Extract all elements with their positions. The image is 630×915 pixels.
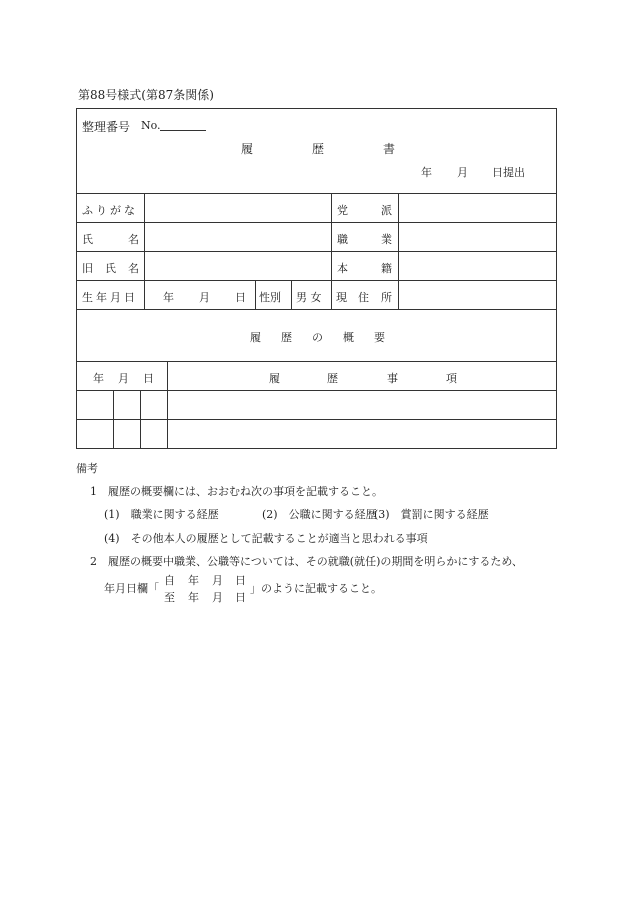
- honseki-field[interactable]: [400, 253, 554, 279]
- notes-heading: 備考: [76, 462, 98, 475]
- summary-title-1: 履: [250, 331, 261, 344]
- submit-date-day: 日提出: [492, 166, 525, 179]
- notes-item-2-bottom-1: 至: [164, 591, 175, 604]
- genjuusho-label-1: 現: [336, 291, 347, 304]
- history-header-day: 日: [143, 372, 154, 385]
- kyu-shimei-label-2: 氏: [105, 262, 116, 275]
- summary-title-2: 歴: [281, 331, 292, 344]
- summary-title-5: 要: [374, 331, 385, 344]
- no-label: No.: [141, 119, 161, 132]
- history-row-1-month[interactable]: [115, 392, 139, 418]
- shokugyou-label-1: 職: [337, 233, 348, 246]
- shimei-label-1: 氏: [82, 233, 93, 246]
- history-row-2-year[interactable]: [78, 421, 112, 447]
- shimei-label-2: 名: [128, 233, 139, 246]
- seiri-bango-label: 整理番号: [82, 120, 131, 134]
- genjuusho-field[interactable]: [400, 282, 554, 308]
- notes-item-1: 1 履歴の概要欄には、おおむね次の事項を記載すること。: [90, 485, 383, 498]
- genjuusho-label-2: 住: [358, 291, 369, 304]
- notes-sub-1: (1) 職業に関する経歴: [104, 508, 219, 521]
- seinengappi-label: 生年月日: [82, 291, 138, 304]
- history-row-1-day[interactable]: [142, 392, 166, 418]
- furigana-field[interactable]: [146, 195, 329, 221]
- notes-item-2-bottom-3: 月: [212, 591, 223, 604]
- shimei-field[interactable]: [146, 224, 329, 250]
- shokugyou-label-2: 業: [381, 233, 392, 246]
- birth-month-label: 月: [199, 291, 210, 304]
- honseki-label-2: 籍: [381, 262, 392, 275]
- history-row-2-day[interactable]: [142, 421, 166, 447]
- notes-item-2: 2 履歴の概要中職業、公職等については、その就職(就任)の期間を明らかにするため、: [90, 555, 523, 568]
- danjo-selector[interactable]: 男 女: [296, 291, 322, 304]
- genjuusho-label-3: 所: [381, 291, 392, 304]
- notes-item-2-bottom-4: 日: [235, 591, 246, 604]
- summary-title-3: の: [312, 331, 323, 344]
- birth-year-label: 年: [163, 291, 174, 304]
- no-field-underline[interactable]: [160, 130, 206, 131]
- notes-sub-4: (4) その他本人の履歴として記載することが適当と思われる事項: [104, 532, 428, 545]
- summary-title-4: 概: [343, 331, 354, 344]
- notes-item-2-suffix: 」のように記載すること。: [250, 582, 382, 595]
- history-header-item-2: 歴: [327, 372, 338, 385]
- submit-date-month: 月: [457, 166, 468, 179]
- touha-field[interactable]: [400, 195, 554, 221]
- seibetsu-label: 性別: [259, 291, 281, 304]
- honseki-label-1: 本: [337, 262, 348, 275]
- title-char-1: 履: [241, 142, 254, 156]
- history-row-2-month[interactable]: [115, 421, 139, 447]
- history-header-year: 年: [93, 372, 104, 385]
- title-char-3: 書: [383, 142, 396, 156]
- history-header-item-1: 履: [269, 372, 280, 385]
- notes-sub-2: (2) 公職に関する経歴: [262, 508, 377, 521]
- touha-label-2: 派: [381, 204, 392, 217]
- birth-day-label: 日: [235, 291, 246, 304]
- notes-item-2-top-1: 自: [164, 574, 175, 587]
- notes-item-2-top-4: 日: [235, 574, 246, 587]
- history-row-2-item[interactable]: [169, 421, 555, 447]
- history-header-item-4: 項: [446, 372, 457, 385]
- furigana-label: ふりがな: [82, 204, 138, 217]
- notes-sub-3: (3) 賞罰に関する経歴: [374, 508, 489, 521]
- notes-item-2-prefix: 年月日欄「: [104, 582, 159, 595]
- notes-item-2-bottom-2: 年: [188, 591, 199, 604]
- submit-date-year: 年: [421, 166, 432, 179]
- notes-item-2-top-3: 月: [212, 574, 223, 587]
- shokugyou-field[interactable]: [400, 224, 554, 250]
- history-header-month: 月: [118, 372, 129, 385]
- form-title: 第88号様式(第87条関係): [78, 88, 214, 102]
- touha-label-1: 党: [337, 204, 348, 217]
- title-char-2: 歴: [312, 142, 325, 156]
- kyu-shimei-field[interactable]: [146, 253, 329, 279]
- kyu-shimei-label-3: 名: [128, 262, 139, 275]
- history-row-1-year[interactable]: [78, 392, 112, 418]
- history-row-1-item[interactable]: [169, 392, 555, 418]
- notes-item-2-top-2: 年: [188, 574, 199, 587]
- history-header-item-3: 事: [387, 372, 398, 385]
- kyu-shimei-label-1: 旧: [82, 262, 93, 275]
